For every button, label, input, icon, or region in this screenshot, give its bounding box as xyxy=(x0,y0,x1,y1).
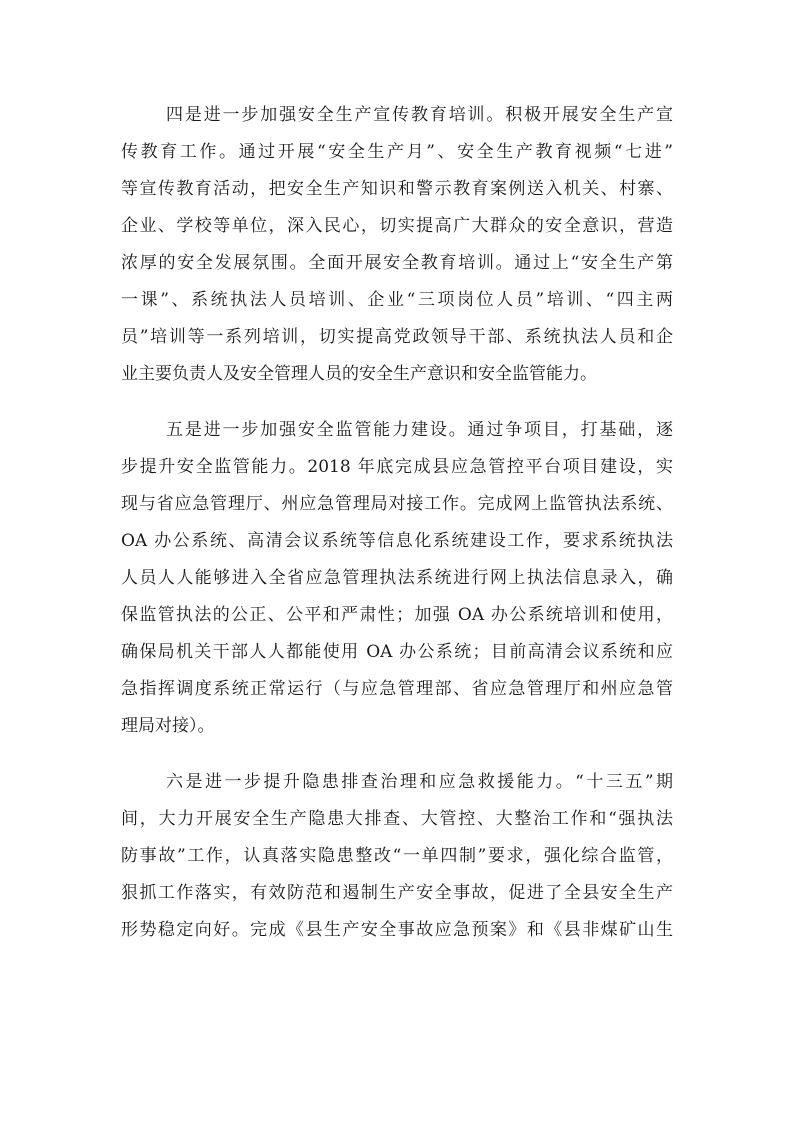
paragraph-spacer xyxy=(121,745,673,764)
text-line: 保监管执法的公正、公平和严肃性；加强 OA 办公系统培训和使用， xyxy=(121,605,673,625)
text-line: 间，大力开展安全生产隐患大排查、大管控、大整治工作和“强执法 xyxy=(121,809,673,829)
paragraph-supervision-capacity xyxy=(121,412,673,745)
document-body xyxy=(121,97,673,949)
text-line: 形势稳定向好。完成《县生产安全事故应急预案》和《县非煤矿山生 xyxy=(121,920,673,940)
paragraph-spacer xyxy=(121,393,673,412)
text-line: 狠抓工作落实，有效防范和遏制生产安全事故，促进了全县安全生产 xyxy=(121,883,673,903)
text-line: 确保局机关干部人人都能使用 OA 办公系统；目前高清会议系统和应 xyxy=(121,642,673,662)
text-line: 企业、学校等单位，深入民心，切实提高广大群众的安全意识，营造 xyxy=(121,216,673,236)
text-line: 浓厚的安全发展氛围。全面开展安全教育培训。通过上“安全生产第 xyxy=(121,253,673,273)
text-line: 传教育工作。通过开展“安全生产月”、安全生产教育视频“七进” xyxy=(121,142,673,162)
text-line: 员”培训等一系列培训，切实提高党政领导干部、系统执法人员和企 xyxy=(121,327,673,347)
text-line: 一课”、系统执法人员培训、企业“三项岗位人员”培训、“四主两 xyxy=(121,290,673,310)
text-line: 等宣传教育活动，把安全生产知识和警示教育案例送入机关、村寨、 xyxy=(121,179,673,199)
text-line: 四是进一步加强安全生产宣传教育培训。积极开展安全生产宣 xyxy=(166,105,673,125)
text-line: 五是进一步加强安全监管能力建设。通过争项目，打基础，逐 xyxy=(166,420,673,440)
text-line: 现与省应急管理厅、州应急管理局对接工作。完成网上监管执法系统、 xyxy=(121,494,673,514)
text-line: 步提升安全监管能力。2018 年底完成县应急管控平台项目建设，实 xyxy=(121,457,673,477)
text-line: 业主要负责人及安全管理人员的安全生产意识和安全监管能力。 xyxy=(121,364,597,384)
paragraph-publicity-training xyxy=(121,97,673,393)
text-line: OA 办公系统、高清会议系统等信息化系统建设工作，要求系统执法 xyxy=(121,531,673,551)
text-line: 人员人人能够进入全省应急管理执法系统进行网上执法信息录入，确 xyxy=(121,568,673,588)
paragraph-hazard-rescue xyxy=(121,764,673,949)
text-line: 六是进一步提升隐患排查治理和应急救援能力。“十三五”期 xyxy=(166,772,673,792)
text-line: 理局对接）。 xyxy=(121,716,215,736)
text-line: 防事故”工作，认真落实隐患整改“一单四制”要求，强化综合监管， xyxy=(121,846,673,866)
text-line: 急指挥调度系统正常运行（与应急管理部、省应急管理厅和州应急管 xyxy=(121,679,673,699)
